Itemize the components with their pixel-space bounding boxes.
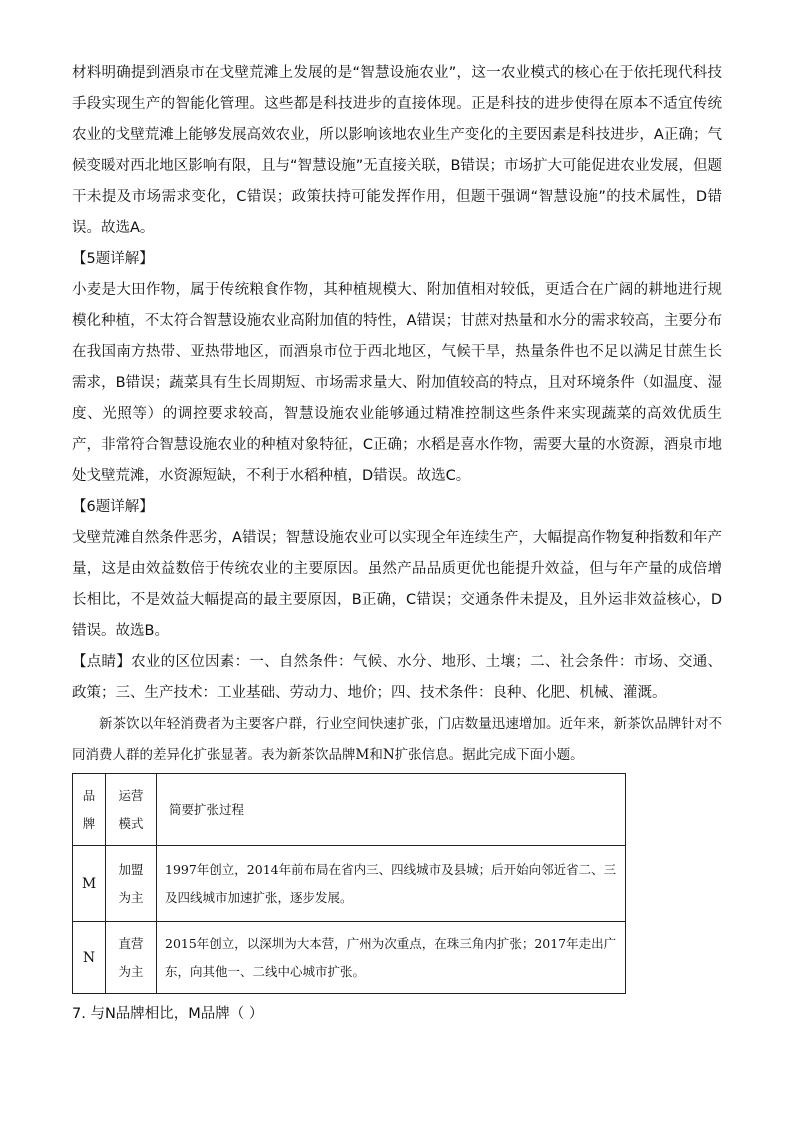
- row-brand: N: [73, 922, 106, 994]
- q5-heading: 【5题详解】: [72, 251, 154, 267]
- table-row: [73, 846, 626, 922]
- row-process: 2015年创立，以深圳为大本营，广州为次重点，在珠三角内扩张；2017年走出广东，向其他一、二线中心城市扩张。: [157, 922, 626, 994]
- q5-explanation: 小麦是大田作物，属于传统粮食作物，其种植规模大、附加值相对较低，更适合在广阔的耕地进行规模化种植，不太符合智慧设施农业高附加值的特性，A错误；甘蔗对热量和水分的需求较高，主要分布在我国南方热带、亚热带地区，而酒泉市位于西北地区，气候干旱，热量条件也不足以满足甘蔗生长需求，B错误；蔬菜具有生长周期短、市场需求量大、附加值较高的特点，且对环境条件（如温度、湿度、光照等）的调控要求较高，智慧设施农业能够通过精准控制这些条件来实现蔬菜的高效优质生产，非常符合智慧设施农业的种植对象特征，C正确；水稻是喜水作物，需要大量的水资源，酒泉市地处戈壁荒滩，水资源短缺，不利于水稻种植，D错误。故选C。: [72, 282, 722, 484]
- header-process: 简要扩张过程: [157, 774, 626, 846]
- expansion-table: [72, 773, 626, 994]
- material-intro: 新茶饮以年轻消费者为主要客户群，行业空间快速扩张，门店数量迅速增加。近年来，新茶饮品牌针对不同消费人群的差异化扩张显著。表为新茶饮品牌M和N扩张信息。据此完成下面小题。: [72, 716, 722, 763]
- row-mode: 直营为主: [106, 922, 157, 994]
- table-header-row: [73, 774, 626, 846]
- answer-paragraph: 材料明确提到酒泉市在戈壁荒滩上发展的是“智慧设施农业”，这一农业模式的核心在于依托现代科技手段实现生产的智能化管理。这些都是科技进步的直接体现。正是科技的进步使得在原本不适宜传统农业的戈壁荒滩上能够发展高效农业，所以影响该地农业生产变化的主要因素是科技进步，A正确；气候变暖对西北地区影响有限，且与“智慧设施”无直接关联，B错误；市场扩大可能促进农业发展，但题干未提及市场需求变化，C错误；政策扶持可能发挥作用，但题干强调“智慧设施”的技术属性，D错误。故选A。: [72, 65, 722, 236]
- document-page: [72, 58, 722, 994]
- q6-explanation: 戈壁荒滩自然条件恶劣，A错误；智慧设施农业可以实现全年连续生产，大幅提高作物复种指数和年产量，这是由效益数倍于传统农业的主要原因。虽然产品品质更优也能提升效益，但与年产量的成倍增长相比，不是效益大幅提高的最主要原因，B正确，C错误；交通条件未提及，且外运非效益核心，D错误。故选B。: [72, 530, 722, 639]
- question-7: 7. 与N品牌相比，M品牌（ ）: [72, 1006, 264, 1022]
- row-brand: M: [73, 846, 106, 922]
- row-process: 1997年创立，2014年前布局在省内三、四线城市及县城；后开始向邻近省二、三及四线城市加速扩张，逐步发展。: [157, 846, 626, 922]
- row-mode: 加盟为主: [106, 846, 157, 922]
- table-row: [73, 922, 626, 994]
- q6-heading: 【6题详解】: [72, 499, 154, 515]
- header-brand: 品牌: [73, 774, 106, 846]
- header-mode: 运营模式: [106, 774, 157, 846]
- tip-paragraph: 【点睛】农业的区位因素：一、自然条件：气候、水分、地形、土壤；二、社会条件：市场、交通、政策；三、生产技术：工业基础、劳动力、地价；四、技术条件：良种、化肥、机械、灌溉。: [72, 654, 722, 701]
